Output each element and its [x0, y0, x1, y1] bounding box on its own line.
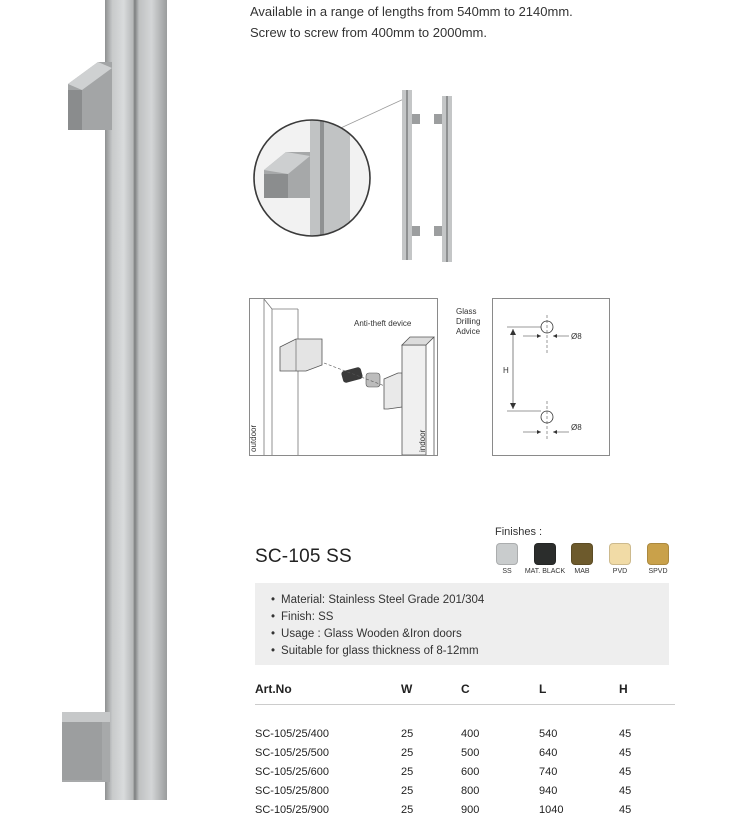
cell-w: 25 — [401, 765, 414, 778]
anti-theft-label: Anti-theft device — [354, 319, 412, 328]
header-l: L — [539, 682, 547, 696]
spec-usage: • Usage : Glass Wooden &Iron doors — [271, 628, 462, 640]
cell-w: 25 — [401, 727, 414, 740]
cell-l: 1040 — [539, 803, 564, 816]
cell-l: 940 — [539, 784, 558, 797]
spec-finish: • Finish: SS — [271, 611, 333, 623]
outdoor-label: outdoor — [249, 424, 258, 452]
cell-w: 25 — [401, 803, 414, 816]
table-row — [255, 724, 675, 743]
finish-swatch-mab — [571, 543, 593, 565]
glass-drilling-diagram — [492, 298, 610, 456]
table-row — [255, 762, 675, 781]
table-header-row — [255, 682, 675, 705]
finish-label-pvd: PVD — [612, 568, 628, 575]
finish-swatch-mat-black — [534, 543, 556, 565]
handle-mount-top-image — [68, 62, 112, 130]
table-divider-cell — [255, 705, 675, 725]
cell-l: 740 — [539, 765, 558, 778]
intro-length-text: Available in a range of lengths from 540mm to 2140mm. — [250, 4, 573, 19]
diameter-bottom-label: Ø8 — [571, 423, 582, 432]
spec-glass-thickness: • Suitable for glass thickness of 8-12mm — [271, 645, 479, 657]
cell-w: 25 — [401, 784, 414, 797]
spec-material: • Material: Stainless Steel Grade 201/304 — [271, 594, 484, 606]
header-c: C — [461, 682, 470, 696]
indoor-label: indoor — [418, 429, 427, 452]
cell-h: 45 — [619, 765, 632, 778]
drilling-drawing — [493, 299, 609, 455]
finish-label-ss: SS — [502, 568, 512, 575]
cell-art-no: SC-105/25/500 — [255, 746, 329, 759]
cell-art-no: SC-105/25/400 — [255, 727, 329, 740]
cell-h: 45 — [619, 784, 632, 797]
finishes-title: Finishes : — [495, 526, 543, 538]
cell-art-no: SC-105/25/600 — [255, 765, 329, 778]
cell-c: 900 — [461, 803, 480, 816]
finish-label-mab: MAB — [574, 568, 590, 575]
cell-h: 45 — [619, 803, 632, 816]
header-h: H — [619, 682, 628, 696]
finish-swatch-spvd — [647, 543, 669, 565]
finish-swatch-ss — [496, 543, 518, 565]
h-dimension-label: H — [503, 366, 509, 375]
finish-label-spvd: SPVD — [648, 568, 668, 575]
cell-h: 45 — [619, 746, 632, 759]
cell-art-no: SC-105/25/900 — [255, 803, 329, 816]
mount-detail-circle-image — [252, 118, 372, 238]
finish-label-mat-black: MAT. BLACK — [524, 568, 566, 575]
cell-h: 45 — [619, 727, 632, 740]
cell-c: 800 — [461, 784, 480, 797]
table-divider — [255, 705, 675, 725]
cell-c: 500 — [461, 746, 480, 759]
intro-screw-text: Screw to screw from 400mm to 2000mm. — [250, 25, 487, 40]
cell-c: 600 — [461, 765, 480, 778]
table-row — [255, 743, 675, 762]
glass-drilling-label: Glass Drilling Advice — [456, 307, 481, 336]
cell-c: 400 — [461, 727, 480, 740]
diameter-top-label: Ø8 — [571, 332, 582, 341]
header-art-no: Art.No — [255, 682, 292, 696]
handle-bar-image — [105, 0, 167, 800]
table-row — [255, 800, 675, 819]
finish-swatch-pvd — [609, 543, 631, 565]
cell-art-no: SC-105/25/800 — [255, 784, 329, 797]
dimensions-table — [255, 682, 675, 819]
product-title: SC-105 SS — [255, 546, 352, 567]
handle-pair-image — [398, 88, 464, 264]
table-row — [255, 781, 675, 800]
header-w: W — [401, 682, 413, 696]
specs-box — [255, 583, 669, 665]
cell-l: 640 — [539, 746, 558, 759]
handle-mount-bottom-image — [62, 712, 110, 782]
cell-w: 25 — [401, 746, 414, 759]
cell-l: 540 — [539, 727, 558, 740]
